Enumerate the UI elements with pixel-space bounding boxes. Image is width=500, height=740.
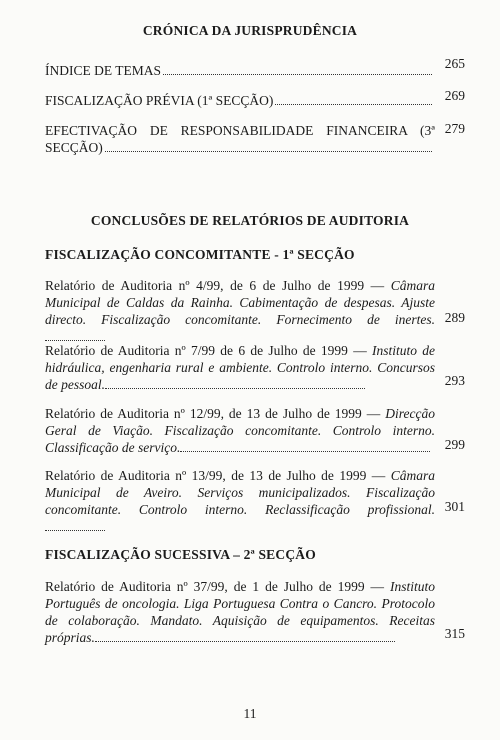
entry-lead: Relatório de Auditoria nº 7/99 de 6 de Julho de 1999 — <box>45 343 372 358</box>
toc-label-line2: SECÇÃO) <box>45 140 103 155</box>
entry-page-number: 301 <box>444 499 465 514</box>
section-title-concomitante: FISCALIZAÇÃO CONCOMITANTE - 1ª SECÇÃO <box>45 247 355 262</box>
entry-lead: Relatório de Auditoria nº 4/99, de 6 de Julho de 1999 — <box>45 278 391 293</box>
report-entry <box>45 277 435 345</box>
dot-leader <box>95 640 395 642</box>
footer-page-number: 11 <box>243 706 257 721</box>
entry-subject: Instituto de hidráulica, engenharia rural e ambiente. Controlo interno. Concursos de pessoal. <box>45 343 436 392</box>
toc-label-line1: EFECTIVAÇÃO DE RESPONSABILIDADE FINANCEIRA (3ª <box>45 123 435 138</box>
heading-conclusoes: CONCLUSÕES DE RELATÓRIOS DE AUDITORIA <box>90 213 410 228</box>
entry-subject: Câmara Municipal de Aveiro. Serviços municipalizados. Fiscalização concomitante. Controlo interno. Reclassificação profissional. <box>45 468 435 517</box>
report-entry <box>45 342 435 393</box>
toc-row <box>45 62 435 79</box>
dot-leader <box>105 387 365 389</box>
dot-leader <box>105 151 432 152</box>
report-entry <box>45 405 435 456</box>
entry-lead: Relatório de Auditoria nº 13/99, de 13 de Julho de 1999 — <box>45 468 391 483</box>
toc-row <box>45 92 435 109</box>
dot-leader <box>180 450 430 452</box>
section-title-sucessiva: FISCALIZAÇÃO SUCESSIVA – 2ª SECÇÃO <box>45 547 316 562</box>
entry-page-number: 293 <box>444 373 465 388</box>
heading-cronica: CRÓNICA DA JURISPRUDÊNCIA <box>142 23 358 38</box>
report-entry <box>45 578 435 646</box>
entry-subject: Câmara Municipal de Caldas da Rainha. Cabimentação de despesas. Ajuste directo. Fiscalização concomitante. Fornecimento de inertes. <box>45 278 435 327</box>
entry-page-number: 315 <box>444 626 465 641</box>
entry-page-number: 299 <box>444 437 465 452</box>
entry-subject: Direcção Geral de Viação. Fiscalização concomitante. Controlo interno. Classificação de serviço. <box>45 406 435 455</box>
entry-lead: Relatório de Auditoria nº 37/99, de 1 de Julho de 1999 — <box>45 579 390 594</box>
dot-leader <box>275 104 432 105</box>
toc-page-number: 269 <box>444 88 465 103</box>
entry-page-number: 289 <box>444 310 465 325</box>
report-entry <box>45 467 435 535</box>
dot-leader <box>45 529 105 531</box>
toc-page-number: 279 <box>444 121 465 136</box>
toc-label: ÍNDICE DE TEMAS <box>45 63 161 78</box>
dot-leader <box>45 339 105 341</box>
entry-subject: Instituto Português de oncologia. Liga Portuguesa Contra o Cancro. Protocolo de colaboração. Mandato. Aquisição de equipamentos. Receitas próprias. <box>45 579 435 645</box>
dot-leader <box>163 74 432 75</box>
entry-lead: Relatório de Auditoria nº 12/99, de 13 de Julho de 1999 — <box>45 406 386 421</box>
toc-row <box>45 122 435 156</box>
toc-label: FISCALIZAÇÃO PRÉVIA (1ª SECÇÃO) <box>45 93 274 108</box>
toc-page-number: 265 <box>444 56 465 71</box>
